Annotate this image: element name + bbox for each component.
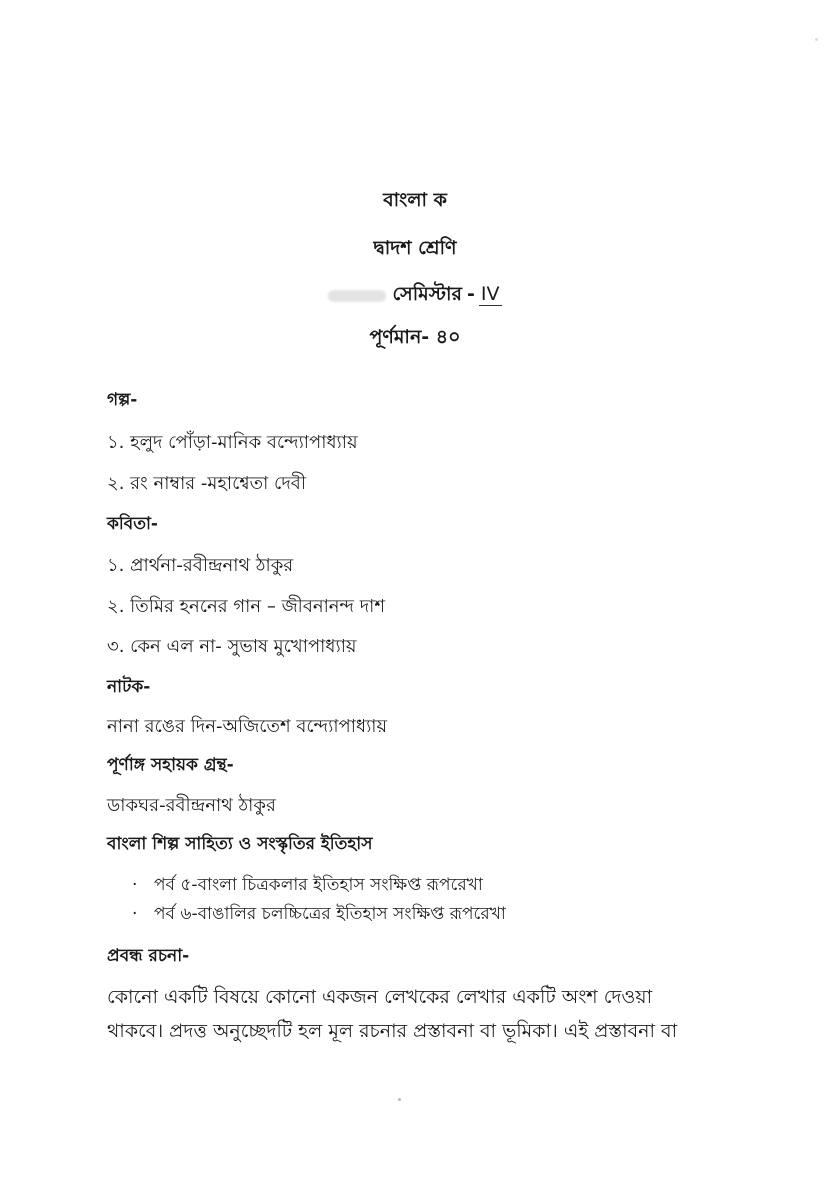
full-marks: পূর্ণমান- ৪০ bbox=[369, 326, 461, 348]
supplementary-heading: পূর্ণাঙ্গ সহায়ক গ্রন্থ- bbox=[107, 755, 234, 775]
bullet-icon: · bbox=[132, 875, 138, 895]
class-title: দ্বাদশ শ্রেণি bbox=[373, 237, 457, 259]
poetry-item-1: ১. প্রার্থনা-রবীন্দ্রনাথ ঠাকুর bbox=[107, 555, 294, 576]
essay-heading: প্রবন্ধ রচনা- bbox=[107, 946, 190, 966]
scan-speck bbox=[398, 1098, 401, 1101]
history-heading: বাংলা শিল্প সাহিত্য ও সংস্কৃতির ইতিহাস bbox=[107, 834, 373, 854]
story-item-1: ১. হলুদ পোঁড়া-মানিক বন্দ্যোপাধ্যায় bbox=[107, 432, 358, 453]
history-item-2 bbox=[132, 901, 506, 929]
poetry-item-3: ৩. কেন এল না- সুভাষ মুখোপাধ্যায় bbox=[107, 636, 357, 657]
history-item-2-text: পর্ব ৬-বাঙালির চলচ্চিত্রের ইতিহাস সংক্ষিপ্ত রূপরেখা bbox=[154, 904, 506, 924]
poetry-heading: কবিতা- bbox=[107, 514, 158, 534]
essay-line-2: থাকবে। প্রদত্ত অনুচ্ছেদটি হল মূল রচনার প্রস্তাবনা বা ভূমিকা। এই প্রস্তাবনা বা bbox=[107, 1020, 678, 1042]
essay-line-1: কোনো একটি বিষয়ে কোনো একজন লেখকের লেখার একটি অংশ দেওয়া bbox=[107, 986, 653, 1008]
bullet-icon: · bbox=[132, 904, 138, 924]
story-item-2: ২. রং নাম্বার -মহাশ্বেতা দেবী bbox=[107, 473, 306, 494]
semester-number: IV bbox=[480, 283, 500, 305]
semester-line bbox=[0, 280, 830, 312]
semester-label: সেমিস্টার bbox=[392, 283, 462, 305]
smudge-mark bbox=[328, 290, 386, 302]
history-item-1 bbox=[132, 872, 483, 900]
history-item-1-text: পর্ব ৫-বাংলা চিত্রকলার ইতিহাস সংক্ষিপ্ত রূপরেখা bbox=[154, 875, 483, 895]
supplementary-item-1: ডাকঘর-রবীন্দ্রনাথ ঠাকুর bbox=[107, 795, 276, 816]
poetry-item-2: ২. তিমির হননের গান – জীবনানন্দ দাশ bbox=[107, 596, 386, 617]
drama-item-1: নানা রঙের দিন-অজিতেশ বন্দ্যোপাধ্যায় bbox=[107, 716, 388, 737]
drama-heading: নাটক- bbox=[107, 677, 151, 697]
story-heading: গল্প- bbox=[107, 390, 138, 410]
subject-title: বাংলা ক bbox=[383, 189, 447, 211]
scan-speck bbox=[815, 38, 818, 41]
semester-dash: - bbox=[467, 283, 475, 305]
